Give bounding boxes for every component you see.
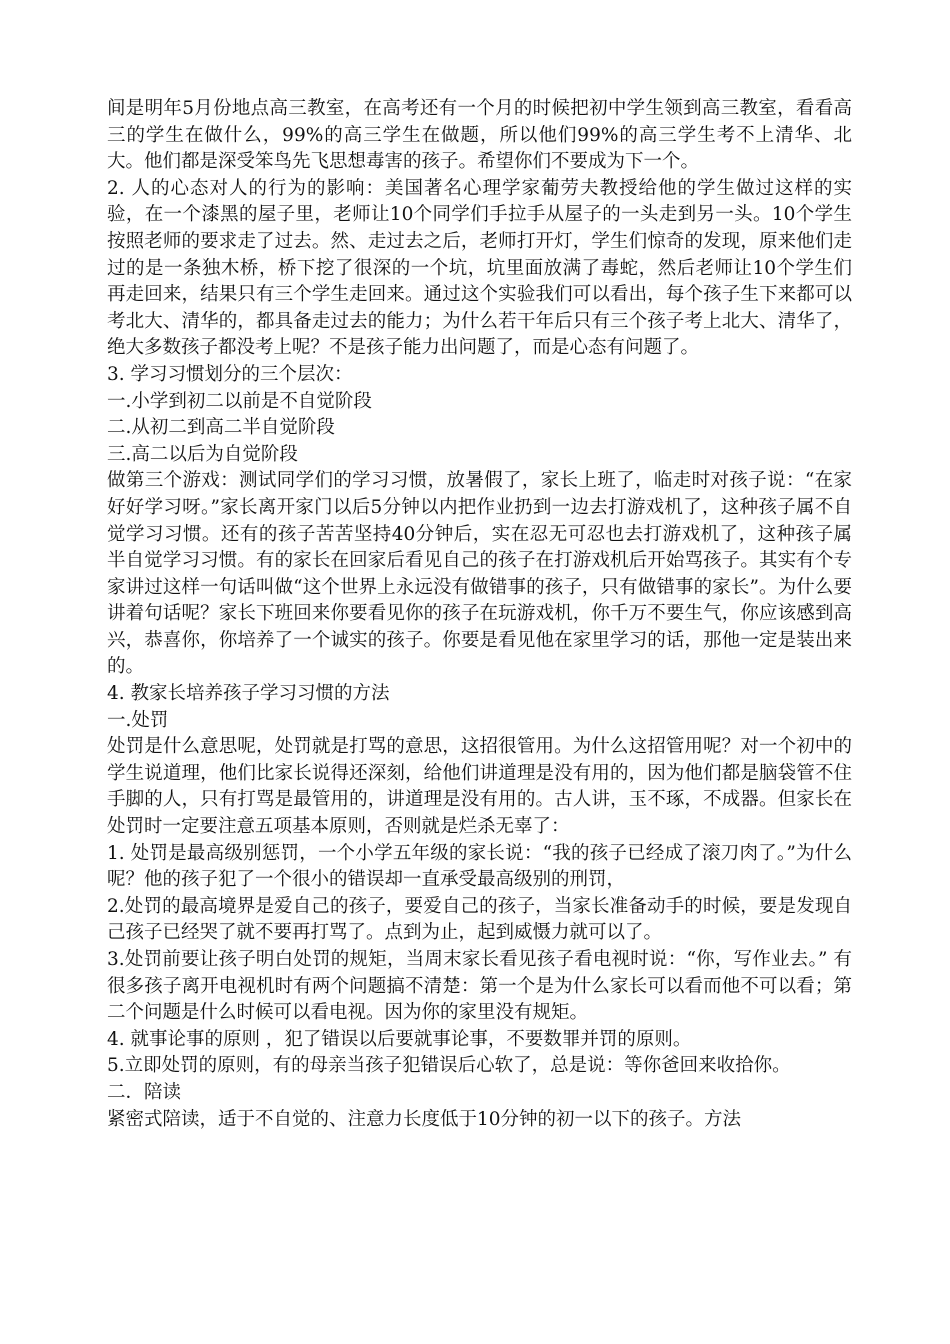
paragraph-third-game: 做第三个游戏：测试同学们的学习习惯，放暑假了，家长上班了，临走时对孩子说：“在家好好学习呀。”家长离开家门以后5分钟以内把作业扔到一边去打游戏机了，这种孩子属不自觉学习习惯。还有的孩子苦苦坚持40分钟后，实在忍无可忍也去打游戏机了，这种孩子属半自觉学习习惯。有的家长在回家后看见自己的孩子在打游戏机后开始骂孩子。其实有个专家讲过这样一句话叫做“这个世界上永远没有做错事的孩子，只有做错事的家长”。为什么要讲着句话呢？家长下班回来你要看见你的孩子在玩游戏机，你千万不要生气，你应该感到高兴，恭喜你，你培养了一个诚实的孩子。你要是看见他在家里学习的话，那他一定是装出来的。 (107, 470, 852, 678)
heading-study-habit-levels: 3. 学习习惯划分的三个层次： (107, 363, 353, 385)
list-item-level-1: 一.小学到初二以前是不自觉阶段 (107, 390, 372, 412)
list-item-principle-5: 5.立即处罚的原则，有的母亲当孩子犯错误后心软了，总是说：等你爸回来收拾你。 (107, 1055, 791, 1077)
list-item-level-3: 三.高二以后为自觉阶段 (107, 443, 298, 465)
subheading-punishment: 一.处罚 (107, 709, 169, 731)
list-item-principle-3: 3.处罚前要让孩子明白处罚的规矩，当周末家长看见孩子看电视时说：“你，写作业去。” 有很多孩子离开电视机时有两个问题搞不清楚：第一个是为什么家长可以看而他不可以看；第二个问题是什么时候可以看电视。因为你的家里没有规矩。 (107, 949, 852, 1024)
paragraph-accompany-reading: 紧密式陪读，适于不自觉的、注意力长度低于10分钟的初一以下的孩子。方法 (107, 1108, 742, 1130)
subheading-accompany-reading: 二．陪读 (107, 1081, 182, 1103)
list-item-principle-4: 4. 就事论事的原则 ，犯了错误以后要就事论事，不要数罪并罚的原则。 (107, 1028, 692, 1050)
paragraph-punishment: 处罚是什么意思呢，处罚就是打骂的意思，这招很管用。为什么这招管用呢？对一个初中的学生说道理，他们比家长说得还深刻，给他们讲道理是没有用的，因为他们都是脑袋管不住手脚的人，只有打骂是最管用的，讲道理是没有用的。古人讲，玉不琢，不成器。但家长在处罚时一定要注意五项基本原则，否则就是烂杀无辜了： (107, 736, 852, 838)
list-item-level-2: 二.从初二到高二半自觉阶段 (107, 417, 335, 439)
paragraph-mindset-influence: 2. 人的心态对人的行为的影响：美国著名心理学家葡劳夫教授给他的学生做过这样的实验，在一个漆黑的屋子里，老师让10个同学们手拉手从屋子的一头走到另一头。10个学生按照老师的要求走了过去。然、走过去之后，老师打开灯，学生们惊奇的发现，原来他们走过的是一条独木桥，桥下挖了很深的一个坑，坑里面放满了毒蛇，然后老师让10个学生们再走回来，结果只有三个学生走回来。通过这个实验我们可以看出，每个孩子生下来都可以考北大、清华的，都具备走过去的能力；为什么若干年后只有三个孩子考上北大、清华了，绝大多数孩子都没考上呢？不是孩子能力出问题了，而是心态有问题了。 (107, 177, 852, 359)
heading-methods: 4. 教家长培养孩子学习习惯的方法 (107, 683, 390, 705)
list-item-principle-2: 2.处罚的最高境界是爱自己的孩子，要爱自己的孩子，当家长准备动手的时候，要是发现自己孩子已经哭了就不要再打骂了。点到为止，起到威慑力就可以了。 (107, 895, 852, 944)
paragraph-continuation: 间是明年5月份地点高三教室，在高考还有一个月的时候把初中学生领到高三教室，看看高三的学生在做什么，99%的高三学生在做题，所以他们99%的高三学生考不上清华、北大。他们都是深受笨鸟先飞思想毒害的孩子。希望你们不要成为下一个。 (107, 98, 852, 173)
list-item-principle-1: 1. 处罚是最高级别惩罚，一个小学五年级的家长说：“我的孩子已经成了滚刀肉了。”为什么呢？他的孩子犯了一个很小的错误却一直承受最高级别的刑罚， (107, 842, 852, 891)
document-body (107, 96, 852, 1133)
